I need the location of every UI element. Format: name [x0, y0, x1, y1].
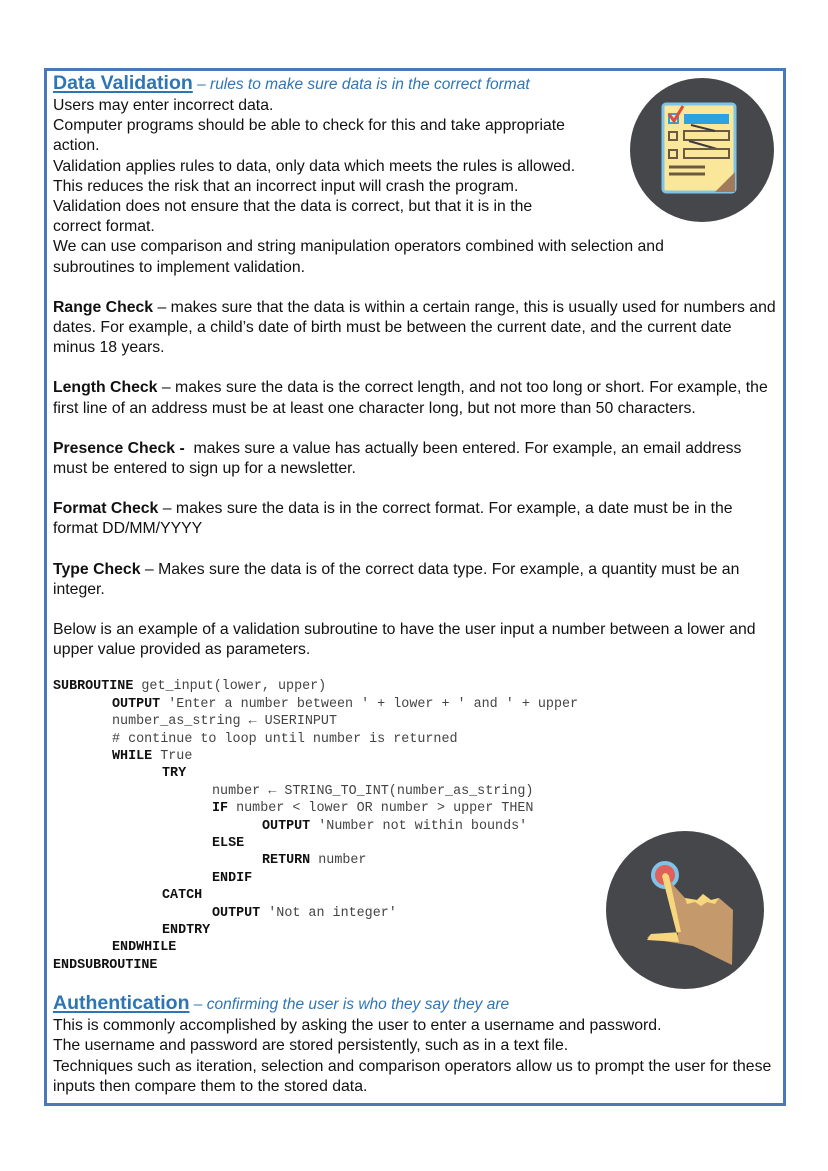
code-line [53, 678, 777, 695]
intro-line: Validation does not ensure that the data is correct, but that it is in the correct format. [53, 198, 533, 236]
code-keyword: SUBROUTINE [53, 679, 134, 695]
code-line [53, 800, 777, 817]
code-keyword: ENDIF [212, 870, 253, 886]
check-description: makes sure the data is in the correct format. For example, a date must be in the format DD/MM/YYYY [53, 500, 733, 538]
check-name: Length Check [53, 379, 158, 397]
check-name: Type Check [53, 560, 141, 578]
check-description: makes sure the data is the correct length, and not too long or short. For example, the first line of an address must be at least one character long, but not more than 50 characters. [53, 379, 768, 417]
code-keyword: OUTPUT [212, 905, 261, 921]
code-keyword: ENDTRY [162, 922, 211, 938]
code-keyword: ENDWHILE [112, 940, 177, 956]
code-line [53, 748, 777, 765]
separator: – [157, 379, 176, 397]
code-line [53, 713, 777, 730]
check-description: makes sure a value has actually been entered. For example, an email address must be entered to sign up for a newsletter. [53, 439, 742, 478]
authentication-heading-line [53, 993, 777, 1016]
length-check [53, 378, 777, 418]
auth-line: This is commonly accomplished by asking the user to enter a username and password. [53, 1017, 662, 1035]
format-check [53, 499, 777, 539]
code-keyword: CATCH [162, 888, 203, 904]
auth-line: Techniques such as iteration, selection and comparison operators allow us to prompt the user for these inputs then compare them to the stored data. [53, 1057, 772, 1095]
authentication-title: Authentication [53, 992, 190, 1015]
code-keyword: RETURN [262, 853, 311, 869]
code-text: 'Not an integer' [260, 905, 397, 921]
validation-subtitle: – rules to make sure data is in the correct format [192, 76, 530, 93]
intro-line: Computer programs should be able to check for this and take appropriate action. [53, 117, 565, 155]
code-line [53, 696, 777, 713]
code-text: get_input(lower, upper) [133, 679, 327, 695]
separator [185, 440, 194, 457]
code-keyword: OUTPUT [262, 818, 311, 834]
code-line [53, 731, 777, 748]
auth-line: The username and password are stored persistently, such as in a text file. [53, 1037, 569, 1055]
code-text: number < lower OR number > upper THEN [228, 801, 534, 817]
validation-intro [53, 96, 613, 237]
code-text: 'Number not within bounds' [310, 818, 528, 834]
authentication-subtitle: – confirming the user is who they say they are [189, 996, 510, 1014]
intro-line: Validation applies rules to data, only data which meets the rules is allowed. [53, 157, 576, 175]
example-intro: Below is an example of a validation subroutine to have the user input a number between a lower and upper value provided as parameters. [53, 621, 756, 659]
code-line [53, 765, 777, 782]
code-text: True [152, 749, 193, 765]
intro-line: We can use comparison and string manipulation operators combined with selection and subroutines to implement validation. [53, 238, 664, 276]
code-line [53, 783, 777, 800]
touch-hand-icon [605, 830, 765, 990]
code-keyword: TRY [162, 766, 187, 782]
code-keyword: WHILE [112, 749, 153, 765]
code-text: # continue to loop until number is returned [112, 731, 458, 747]
check-name: Range Check [53, 298, 154, 316]
check-description: makes sure that the data is within a certain range, this is usually used for numbers and dates. For example, a child’s date of birth must be between the current date, and the current date minus 18 years. [53, 298, 776, 357]
separator: – [158, 500, 176, 518]
code-text: number ← STRING_TO_INT(number_as_string) [212, 783, 534, 799]
presence-check [53, 439, 777, 479]
code-keyword: OUTPUT [112, 696, 161, 712]
check-description: Makes sure the data is of the correct data type. For example, a quantity must be an integer. [53, 560, 740, 598]
check-name: Format Check [53, 500, 159, 518]
code-text: 'Enter a number between ' + lower + ' and ' + upper [160, 696, 579, 712]
code-keyword: IF [212, 801, 229, 817]
check-name: Presence Check - [53, 439, 185, 457]
code-keyword: ENDSUBROUTINE [53, 957, 158, 973]
intro-line: This reduces the risk that an incorrect input will crash the program. [53, 177, 519, 195]
checklist-icon [629, 77, 775, 223]
separator: – [153, 298, 171, 316]
type-check [53, 560, 777, 600]
code-keyword: ELSE [212, 835, 245, 851]
validation-title: Data Validation [53, 72, 193, 94]
separator: – [140, 560, 159, 578]
code-text: number_as_string ← USERINPUT [112, 714, 337, 730]
range-check [53, 298, 777, 359]
code-text: number [310, 853, 367, 869]
intro-line: Users may enter incorrect data. [53, 97, 274, 114]
